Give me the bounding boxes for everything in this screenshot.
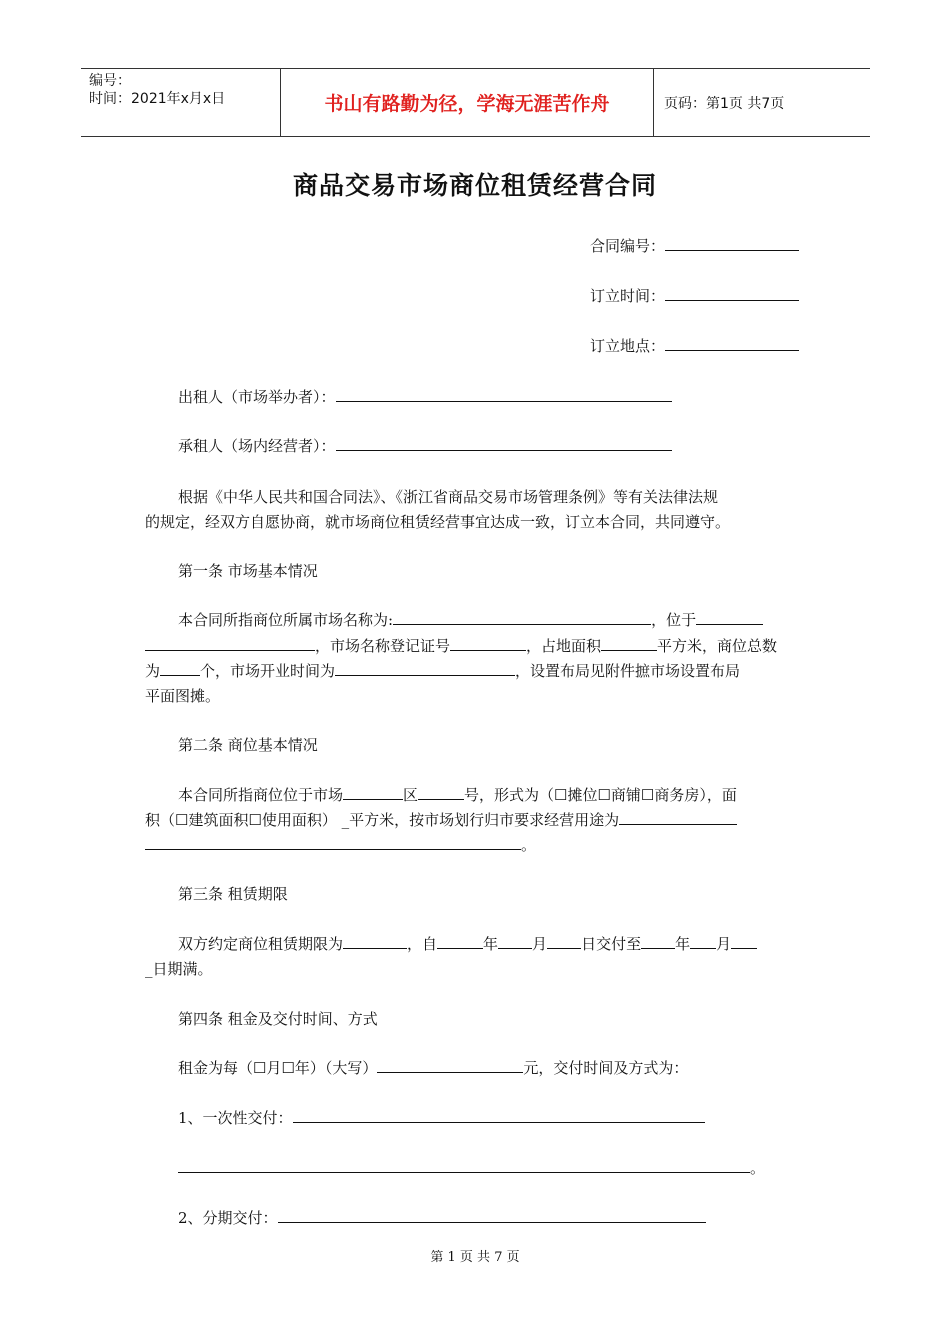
text: ，市场名称登记证号 xyxy=(315,637,451,655)
text: 租金为每（☐月☐年）（大写） xyxy=(178,1059,378,1077)
lease-term-blank[interactable] xyxy=(343,934,407,949)
sign-place-field xyxy=(590,336,799,356)
sign-place-label: 订立地点： xyxy=(590,337,666,355)
opening-date-blank[interactable] xyxy=(335,661,515,676)
sign-time-label: 订立时间： xyxy=(590,287,666,305)
article-2-line-1 xyxy=(178,785,737,805)
text: 年 xyxy=(675,935,691,953)
preamble-line-2: 的规定，经双方自愿协商，就市场商位租赁经营事宜达成一致，订立本合同，共同遵守。 xyxy=(145,513,731,531)
installment-payment-field xyxy=(178,1208,706,1228)
one-time-payment-blank-2[interactable] xyxy=(178,1158,750,1173)
lessee-blank[interactable] xyxy=(336,436,672,451)
lessor-field xyxy=(178,387,672,407)
text: 本合同所指商位位于市场 xyxy=(178,786,344,804)
article-1-line-3 xyxy=(145,661,740,681)
text: ，自 xyxy=(407,935,438,953)
start-month-blank[interactable] xyxy=(498,934,532,949)
land-area-blank[interactable] xyxy=(601,636,657,651)
end-year-blank[interactable] xyxy=(641,934,675,949)
text: 号，形式为（☐摊位☐商铺☐商务房），面 xyxy=(464,786,737,804)
zone-blank[interactable] xyxy=(343,785,403,800)
document-number-label: 编号： xyxy=(89,73,131,89)
registration-number-blank[interactable] xyxy=(450,636,526,651)
end-month-blank[interactable] xyxy=(690,934,716,949)
business-use-blank-2[interactable] xyxy=(145,835,521,850)
lessee-label: 承租人（场内经营者）： xyxy=(178,437,336,455)
text: 。 xyxy=(521,836,537,854)
preamble-line-1: 根据《中华人民共和国合同法》、《浙江省商品交易市场管理条例》等有关法律法规 xyxy=(178,488,719,506)
one-time-payment-label: 1、一次性交付： xyxy=(178,1109,293,1127)
installment-payment-blank[interactable] xyxy=(278,1208,706,1223)
text: ，占地面积 xyxy=(526,637,602,655)
installment-payment-label: 2、分期交付： xyxy=(178,1209,278,1227)
contract-number-field xyxy=(590,236,799,256)
one-time-payment-line-2 xyxy=(178,1158,765,1178)
text: 年 xyxy=(483,935,499,953)
text: 个，市场开业时间为 xyxy=(200,662,336,680)
header-motto: 书山有路勤为径，学海无涯苦作舟 xyxy=(281,69,654,136)
text: 。 xyxy=(750,1159,766,1177)
text: 日交付至 xyxy=(581,935,642,953)
end-day-blank[interactable] xyxy=(731,934,757,949)
text: 为 xyxy=(145,662,161,680)
text: 元，交付时间及方式为： xyxy=(523,1059,689,1077)
text: 积（☐建筑面积☐使用面积） _平方米，按市场划行归市要求经营用途为 xyxy=(145,811,620,829)
document-title: 商品交易市场商位租赁经营合同 xyxy=(292,171,657,200)
contract-number-blank[interactable] xyxy=(665,236,799,251)
header-page-number: 页码：第1页 共7页 xyxy=(664,95,785,112)
one-time-payment-blank[interactable] xyxy=(293,1108,705,1123)
page-header xyxy=(81,68,870,137)
contract-number-label: 合同编号： xyxy=(590,237,666,255)
article-4-heading: 第四条 租金及交付时间、方式 xyxy=(178,1010,378,1028)
article-4-line-1 xyxy=(178,1058,688,1078)
sign-place-blank[interactable] xyxy=(665,336,799,351)
sign-time-blank[interactable] xyxy=(665,286,799,301)
article-1-line-2 xyxy=(145,636,777,656)
start-year-blank[interactable] xyxy=(437,934,483,949)
lessee-field xyxy=(178,436,672,456)
page-footer: 第 1 页 共 7 页 xyxy=(430,1250,520,1265)
business-use-blank[interactable] xyxy=(619,810,737,825)
article-2-heading: 第二条 商位基本情况 xyxy=(178,736,318,754)
market-name-blank[interactable] xyxy=(393,610,651,625)
article-1-line-4: 平面图摊。 xyxy=(145,687,221,705)
market-location-blank-2[interactable] xyxy=(145,636,315,651)
stall-count-blank[interactable] xyxy=(160,661,200,676)
article-3-heading: 第三条 租赁期限 xyxy=(178,885,288,903)
market-location-blank[interactable] xyxy=(696,610,763,625)
document-time-label: 时间：2021年x月x日 xyxy=(89,91,226,107)
article-2-line-2 xyxy=(145,810,737,830)
text: 月 xyxy=(532,935,548,953)
article-1-line-1 xyxy=(178,610,763,630)
text: 月 xyxy=(716,935,732,953)
text: ，位于 xyxy=(651,611,697,629)
article-3-line-2: _日期满。 xyxy=(145,960,213,978)
lessor-blank[interactable] xyxy=(336,387,672,402)
article-3-line-1 xyxy=(178,934,757,954)
stall-number-blank[interactable] xyxy=(418,785,464,800)
text: ，设置布局见附件摭市场设置布局 xyxy=(515,662,741,680)
text: 双方约定商位租赁期限为 xyxy=(178,935,344,953)
article-2-line-3 xyxy=(145,835,536,855)
one-time-payment-field xyxy=(178,1108,705,1128)
text: 平方米，商位总数 xyxy=(657,637,778,655)
header-info xyxy=(81,69,281,136)
sign-time-field xyxy=(590,286,799,306)
text: 区 xyxy=(403,786,419,804)
rent-amount-blank[interactable] xyxy=(377,1058,523,1073)
start-day-blank[interactable] xyxy=(547,934,581,949)
article-1-heading: 第一条 市场基本情况 xyxy=(178,562,318,580)
text: 本合同所指商位所属市场名称为: xyxy=(178,611,394,629)
lessor-label: 出租人（市场举办者）： xyxy=(178,388,336,406)
